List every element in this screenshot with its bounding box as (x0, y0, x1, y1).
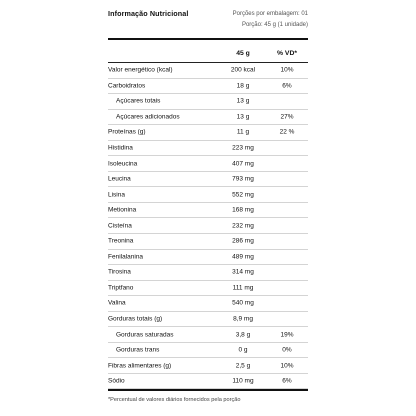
nutrient-label: Gorduras totais (g) (108, 315, 163, 323)
table-row (108, 343, 308, 359)
nutrient-amount: 8,9 mg (233, 315, 253, 323)
nutrient-daily-value: 27% (280, 113, 294, 121)
table-row (108, 327, 308, 343)
nutrient-label: Fibras alimentares (g) (108, 362, 172, 370)
table-row (108, 234, 308, 250)
footnote: *Percentual de valores diários fornecidos pela porção (108, 397, 241, 403)
nutrient-label: Histidina (108, 144, 133, 152)
portions-per-pack: Porções por embalagem: 01 (232, 11, 308, 17)
table-row (108, 312, 308, 328)
nutrient-label: Treonina (108, 237, 134, 245)
nutrient-amount: 18 g (236, 82, 250, 90)
nutrient-amount: 407 mg (232, 160, 254, 168)
table-row (108, 125, 308, 141)
nutrient-amount: 793 mg (232, 175, 254, 183)
nutrient-amount: 13 g (236, 113, 250, 121)
nutrient-label: Tirosina (108, 268, 131, 276)
nutrient-daily-value: 19% (280, 331, 294, 339)
nutrient-amount: 0 g (238, 346, 248, 354)
nutrient-amount: 232 mg (232, 222, 254, 230)
nutrient-amount: 223 mg (232, 144, 254, 152)
table-row (108, 374, 308, 390)
table-row (108, 296, 308, 312)
portion-info (233, 9, 308, 30)
table-row (108, 281, 308, 297)
nutrient-amount: 110 mg (232, 377, 254, 385)
header-divider (108, 38, 308, 40)
nutrient-daily-value: 10% (280, 362, 294, 370)
nutrient-amount: 314 mg (232, 268, 254, 276)
table-row (108, 63, 308, 79)
nutrient-label: Gorduras saturadas (116, 331, 174, 339)
nutrient-amount: 111 mg (232, 284, 254, 292)
nutrient-label: Fenilalanina (108, 253, 144, 261)
nutrient-amount: 286 mg (232, 237, 254, 245)
nutrient-daily-value: 6% (282, 377, 292, 385)
nutrient-label: Cisteína (108, 222, 132, 230)
table-row (108, 172, 308, 188)
nutrient-amount: 11 g (236, 128, 250, 136)
nutrient-label: Proteínas (g) (108, 128, 146, 136)
nutrient-amount: 489 mg (232, 253, 254, 261)
nutrient-rows (108, 63, 308, 389)
table-row (108, 79, 308, 95)
table-row (108, 187, 308, 203)
nutrient-daily-value: 10% (280, 66, 294, 74)
nutrient-label: Carboidratos (108, 82, 146, 90)
table-row (108, 141, 308, 157)
table-row (108, 94, 308, 110)
nutrient-amount: 168 mg (232, 206, 254, 214)
table-row (108, 265, 308, 281)
daily-value-column-header: % VD* (276, 50, 298, 57)
nutrient-amount: 3,8 g (235, 331, 251, 339)
nutrient-label: Açúcares totais (116, 97, 161, 105)
nutrient-daily-value: 22 % (279, 128, 295, 136)
footer-divider (108, 389, 308, 391)
nutrition-title: Informação Nutricional (108, 9, 189, 18)
nutrient-amount: 200 kcal (230, 66, 256, 74)
nutrient-daily-value: 6% (282, 82, 292, 90)
nutrient-label: Metionina (108, 206, 137, 214)
nutrient-label: Valor energético (kcal) (108, 66, 173, 74)
nutrient-amount: 2,5 g (235, 362, 251, 370)
nutrient-label: Sódio (108, 377, 125, 385)
table-row (108, 110, 308, 126)
nutrient-label: Lisina (108, 191, 125, 199)
nutrient-label: Açúcares adicionados (116, 113, 180, 121)
nutrient-amount: 552 mg (232, 191, 254, 199)
nutrient-daily-value: 0% (282, 346, 292, 354)
nutrient-label: Valina (108, 299, 126, 307)
table-row (108, 203, 308, 219)
nutrition-facts-panel (108, 0, 308, 416)
table-row (108, 218, 308, 234)
amount-column-header: 45 g (236, 50, 250, 57)
nutrient-label: Isoleucina (108, 160, 138, 168)
nutrient-label: Gorduras trans (116, 346, 160, 354)
table-row (108, 156, 308, 172)
table-row (108, 250, 308, 266)
nutrient-label: Triptfano (108, 284, 134, 292)
nutrient-amount: 13 g (236, 97, 250, 105)
table-row (108, 358, 308, 374)
portion-size: Porção: 45 g (1 unidade) (241, 21, 308, 28)
nutrient-label: Leucina (108, 175, 131, 183)
nutrient-amount: 540 mg (232, 299, 254, 307)
